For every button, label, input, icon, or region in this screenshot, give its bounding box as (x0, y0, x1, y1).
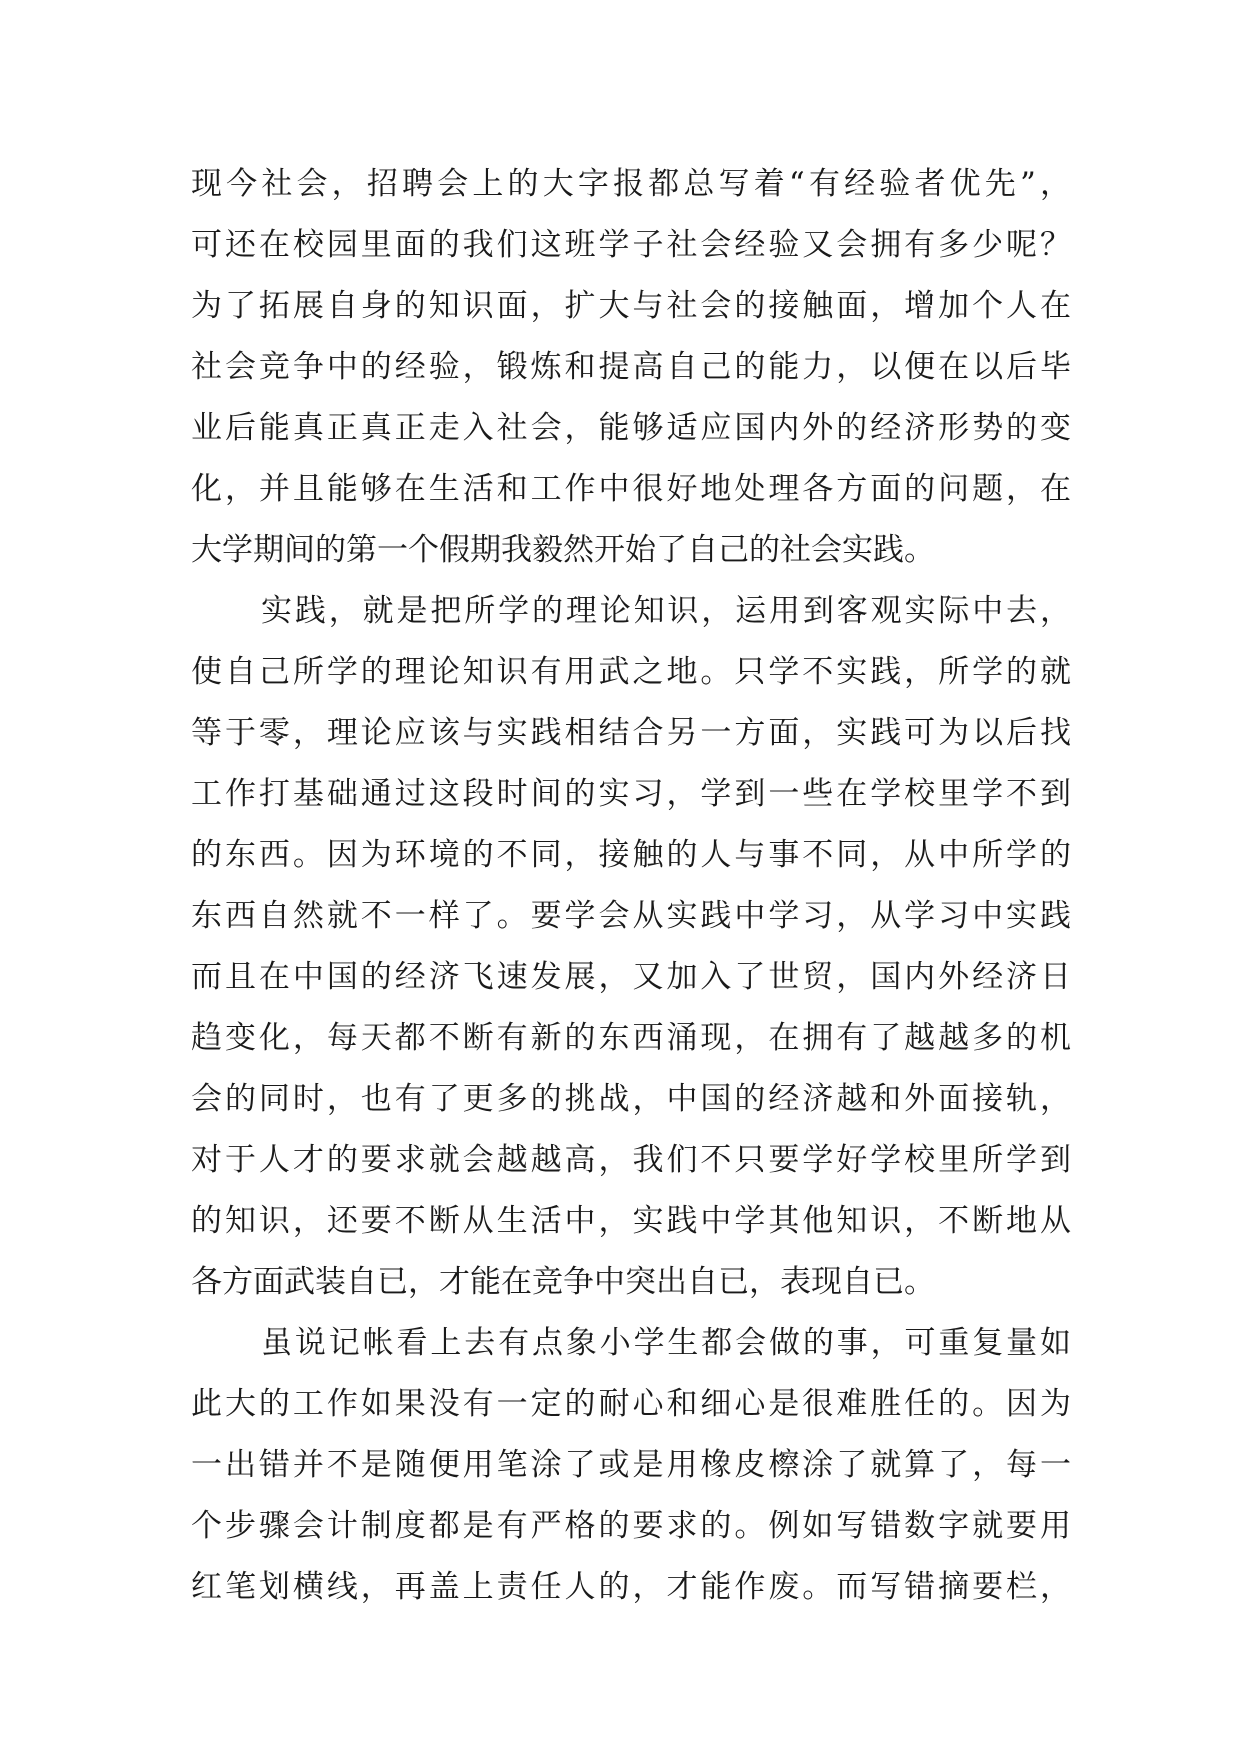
text-line: 一出错并不是随便用笔涂了或是用橡皮檫涂了就算了，每一 (191, 1447, 1071, 1483)
text-line: 可还在校园里面的我们这班学子社会经验又会拥有多少呢？ (191, 227, 1071, 263)
text-line: 而且在中国的经济飞速发展，又加入了世贸，国内外经济日 (191, 959, 1071, 995)
body-text (191, 154, 1071, 1618)
text-line: 大学期间的第一个假期我毅然开始了自己的社会实践。 (191, 532, 935, 568)
text-line: 业后能真正真正走入社会，能够适应国内外的经济形势的变 (191, 410, 1071, 446)
text-line: 工作打基础通过这段时间的实习，学到一些在学校里学不到 (191, 776, 1071, 812)
text-line: 对于人才的要求就会越越高，我们不只要学好学校里所学到 (191, 1142, 1071, 1178)
text-line: 各方面武装自已，才能在竞争中突出自已，表现自已。 (191, 1264, 935, 1300)
text-line: 社会竞争中的经验，锻炼和提高自己的能力，以便在以后毕 (191, 349, 1071, 385)
text-line: 的知识，还要不断从生活中，实践中学其他知识，不断地从 (191, 1203, 1071, 1239)
paragraph-first-line: 虽说记帐看上去有点象小学生都会做的事，可重复量如 (261, 1325, 1071, 1361)
text-line: 现今社会，招聘会上的大字报都总写着“有经验者优先”， (191, 166, 1071, 202)
text-line: 等于零，理论应该与实践相结合另一方面，实践可为以后找 (191, 715, 1071, 751)
text-line: 为了拓展自身的知识面，扩大与社会的接触面，增加个人在 (191, 288, 1071, 324)
text-line: 个步骤会计制度都是有严格的要求的。例如写错数字就要用 (191, 1508, 1071, 1544)
text-line: 的东西。因为环境的不同，接触的人与事不同，从中所学的 (191, 837, 1071, 873)
text-line: 红笔划横线，再盖上责任人的，才能作废。而写错摘要栏， (191, 1569, 1071, 1605)
text-line: 趋变化，每天都不断有新的东西涌现，在拥有了越越多的机 (191, 1020, 1071, 1056)
paragraph-first-line: 实践，就是把所学的理论知识，运用到客观实际中去， (261, 593, 1071, 629)
text-line: 东西自然就不一样了。要学会从实践中学习，从学习中实践 (191, 898, 1071, 934)
text-line: 化，并且能够在生活和工作中很好地处理各方面的问题，在 (191, 471, 1071, 507)
text-line: 此大的工作如果没有一定的耐心和细心是很难胜任的。因为 (191, 1386, 1071, 1422)
text-line: 会的同时，也有了更多的挑战，中国的经济越和外面接轨， (191, 1081, 1071, 1117)
text-line: 使自己所学的理论知识有用武之地。只学不实践，所学的就 (191, 654, 1071, 690)
